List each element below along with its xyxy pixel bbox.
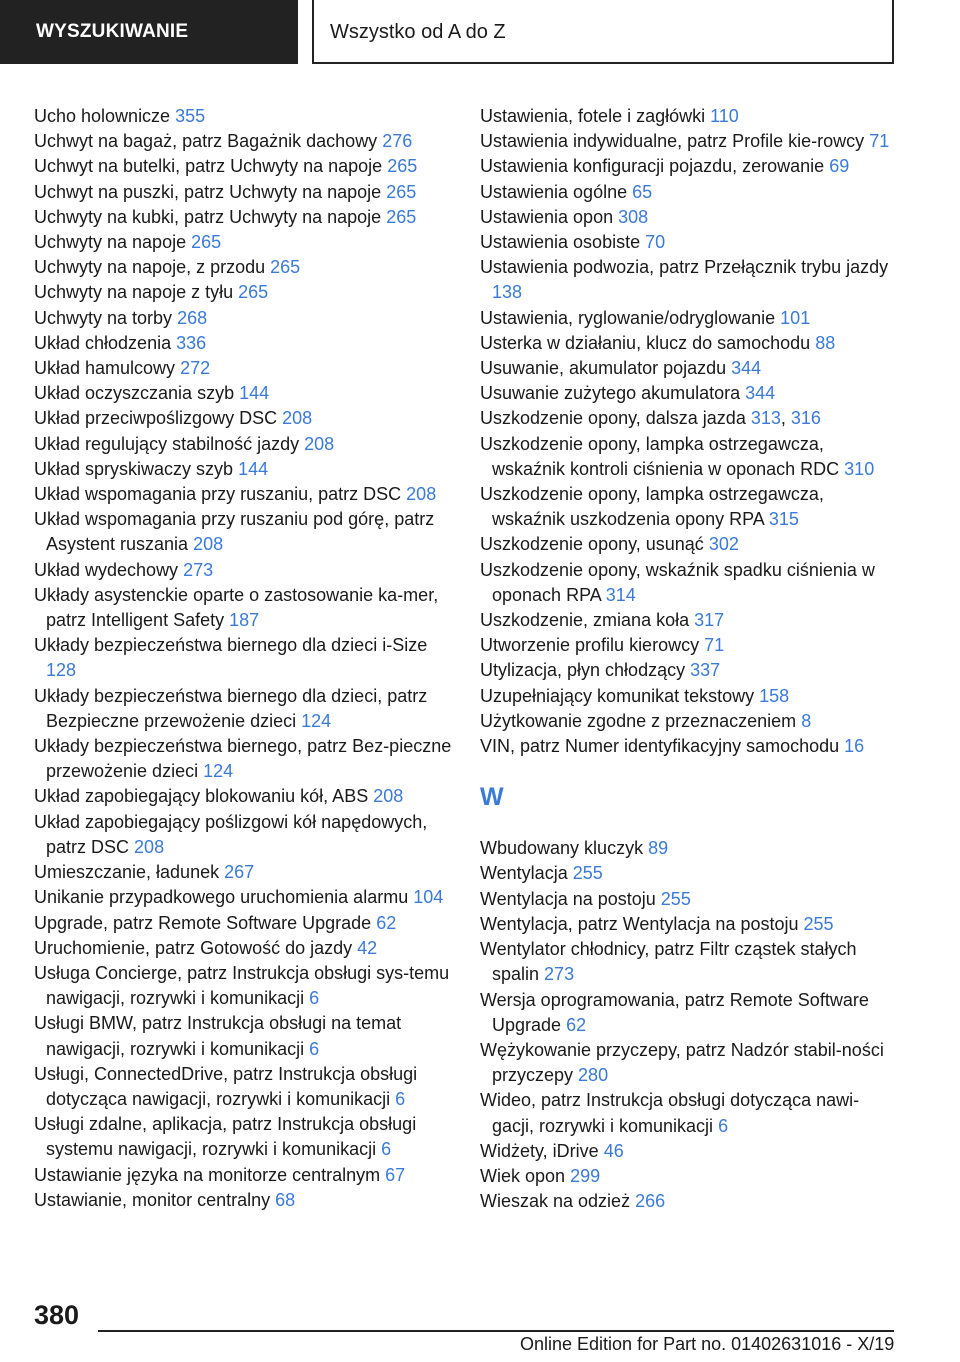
index-entry-text: Układ zapobiegający blokowaniu kół, ABS	[34, 786, 369, 807]
index-entry	[480, 861, 900, 886]
index-entry	[480, 482, 900, 532]
page-reference-link[interactable]: 62	[566, 1014, 587, 1035]
index-entry-text: Usuwanie zużytego akumulatora	[480, 383, 741, 404]
page-reference-link[interactable]: 69	[829, 156, 850, 177]
index-entry	[34, 432, 452, 457]
index-entry	[480, 230, 900, 255]
page-reference-link[interactable]: 273	[544, 964, 575, 985]
index-entry-text: Ustawianie, monitor centralny	[34, 1189, 271, 1210]
index-entry-text: Układ wydechowy	[34, 559, 179, 580]
index-entry	[480, 154, 900, 179]
section-letter-heading: W	[480, 783, 504, 812]
index-entry-text: Usługi zdalne, aplikacja, patrz Instrukcja obsługi systemu nawigacji, rozrywki i komunikacji	[34, 1114, 417, 1160]
page-reference-link[interactable]: 255	[572, 863, 603, 884]
index-entry-text: Usterka w działaniu, klucz do samochodu	[480, 332, 811, 353]
page-reference-link[interactable]: 280	[578, 1065, 609, 1086]
page-reference-link[interactable]: 144	[239, 383, 270, 404]
index-entry	[480, 532, 900, 557]
index-entry	[480, 887, 900, 912]
index-entry	[34, 406, 452, 431]
index-entry-text: Widżety, iDrive	[480, 1140, 599, 1161]
index-entry-text: Wersja oprogramowania, patrz Remote Software Upgrade	[480, 989, 869, 1035]
index-entry	[34, 734, 452, 784]
index-entry	[34, 356, 452, 381]
page-reference-link[interactable]: 268	[177, 307, 208, 328]
index-entry	[34, 558, 452, 583]
page-reference-link[interactable]: 337	[690, 660, 721, 681]
index-entry-text: Układy bezpieczeństwa biernego dla dzieci i-Size	[34, 635, 428, 656]
index-entry	[480, 255, 900, 305]
index-entry	[34, 1062, 452, 1112]
index-entry	[34, 885, 452, 910]
page-reference-link[interactable]: 310	[844, 458, 875, 479]
index-entry	[34, 205, 452, 230]
page-reference-link[interactable]: 6	[381, 1139, 392, 1160]
page-reference-link[interactable]: 315	[768, 509, 799, 530]
page-reference-link[interactable]: 276	[382, 131, 413, 152]
index-entry-text: Usługi, ConnectedDrive, patrz Instrukcja obsługi dotycząca nawigacji, rozrywki i komunikacji	[34, 1063, 418, 1109]
index-entry	[480, 988, 900, 1038]
index-entry	[34, 129, 452, 154]
index-entry	[480, 633, 900, 658]
index-entry-text: Ustawienia indywidualne, patrz Profile kie-rowcy	[480, 131, 865, 152]
page-reference-link[interactable]: 187	[229, 610, 260, 631]
page-title: Wszystko od A do Z	[312, 0, 894, 64]
index-entry-text: Wiek opon	[480, 1165, 566, 1186]
index-entry	[480, 912, 900, 937]
page-reference-link[interactable]: 208	[373, 786, 404, 807]
page-reference-link[interactable]: 6	[395, 1088, 406, 1109]
page-reference-link[interactable]: 266	[635, 1191, 666, 1212]
index-entry	[34, 911, 452, 936]
index-entry-text: Uchwyty na kubki, patrz Uchwyty na napoje	[34, 206, 382, 227]
page-reference-link[interactable]: 88	[815, 332, 836, 353]
page-reference-link[interactable]: 144	[238, 458, 269, 479]
index-entry-text: VIN, patrz Numer identyfikacyjny samochodu	[480, 736, 840, 757]
index-entry-text: Uszkodzenie opony, lampka ostrzegawcza, wskaźnik kontroli ciśnienia w oponach RDC	[480, 433, 840, 479]
page-reference-link[interactable]: 16	[844, 736, 865, 757]
index-entry	[34, 331, 452, 356]
index-entry-text: Układy bezpieczeństwa biernego dla dzieci, patrz Bezpieczne przewożenie dzieci	[34, 685, 428, 731]
index-entry-text: Ustawienia, ryglowanie/odryglowanie	[480, 307, 776, 328]
index-entry	[34, 810, 452, 860]
page-reference-link[interactable]: 344	[731, 358, 762, 379]
index-entry	[34, 280, 452, 305]
page-reference-link[interactable]: 302	[708, 534, 739, 555]
index-entry-text: Ustawienia opon	[480, 206, 614, 227]
index-entry-text: Ustawienia podwozia, patrz Przełącznik trybu jazdy	[480, 257, 889, 278]
index-entry	[480, 205, 900, 230]
page-reference-link[interactable]: 208	[134, 836, 165, 857]
index-entry	[34, 381, 452, 406]
index-column-left	[34, 104, 452, 1213]
index-entry-text: Uchwyty na torby	[34, 307, 173, 328]
page-reference-link[interactable]: 124	[301, 710, 332, 731]
index-entry	[480, 381, 900, 406]
index-entry-text: Uchwyty na napoje z tyłu	[34, 282, 234, 303]
index-entry	[480, 432, 900, 482]
page-reference-link[interactable]: 104	[413, 887, 444, 908]
index-entry-text: Umieszczanie, ładunek	[34, 862, 220, 883]
page-reference-link[interactable]: 124	[203, 761, 234, 782]
page-reference-link[interactable]: 273	[183, 559, 214, 580]
index-entry-text: Uszkodzenie opony, dalsza jazda	[480, 408, 746, 429]
index-entry	[34, 784, 452, 809]
index-entry	[34, 583, 452, 633]
page-reference-link[interactable]: 265	[238, 282, 269, 303]
index-entry-text: Układ zapobiegający poślizgowi kół napędowych, patrz DSC	[34, 811, 428, 857]
index-entry-text: Ucho holownicze	[34, 106, 171, 126]
index-entry	[480, 306, 900, 331]
page-reference-link[interactable]: 46	[603, 1140, 624, 1161]
page-number: 380	[34, 1300, 80, 1330]
index-entry	[480, 1164, 900, 1189]
page-reference-link[interactable]: 138	[492, 282, 523, 303]
index-entry-text: Układ wspomagania przy ruszaniu pod górę, patrz Asystent ruszania	[34, 509, 435, 555]
page-reference-link[interactable]: 255	[803, 913, 834, 934]
page-reference-link[interactable]: 71	[704, 635, 725, 656]
index-entry-text: Wentylacja, patrz Wentylacja na postoju	[480, 913, 799, 934]
page-reference-link[interactable]: 208	[282, 408, 313, 429]
index-entry-text: Układ chłodzenia	[34, 332, 172, 353]
index-entry-text: Układ spryskiwaczy szyb	[34, 458, 234, 479]
index-entry	[34, 1188, 452, 1213]
index-entry-text: Uruchomienie, patrz Gotowość do jazdy	[34, 937, 353, 958]
index-entry-text: Wentylacja	[480, 863, 568, 884]
index-entry-text: Wentylacja na postoju	[480, 888, 656, 909]
index-entry-text: Układ przeciwpoślizgowy DSC	[34, 408, 278, 429]
index-entry	[480, 558, 900, 608]
page-reference-link[interactable]: 67	[385, 1164, 406, 1185]
index-entry	[34, 860, 452, 885]
page-reference-link[interactable]: 267	[224, 862, 255, 883]
index-entry-text: Uszkodzenie opony, usunąć	[480, 534, 704, 555]
page-reference-link[interactable]: 355	[175, 106, 206, 126]
index-entry-text: Układ regulujący stabilność jazdy	[34, 433, 300, 454]
page-reference-link[interactable]: 265	[270, 257, 301, 278]
index-entry	[480, 129, 900, 154]
index-entry-text: Układy asystenckie oparte o zastosowanie ka-mer, patrz Intelligent Safety	[34, 584, 439, 631]
index-entry-text: Układ hamulcowy	[34, 358, 176, 379]
index-entry	[480, 1139, 900, 1164]
index-entry-text: Wbudowany kluczyk	[480, 838, 644, 859]
index-entry	[480, 937, 900, 987]
index-entry-text: Uszkodzenie, zmiana koła	[480, 610, 690, 631]
index-entry-text: Ustawienia konfiguracji pojazdu, zerowanie	[480, 156, 825, 177]
index-entry	[34, 961, 452, 1011]
index-entry-text: Wentylator chłodnicy, patrz Filtr cząstek stałych spalin	[480, 939, 857, 985]
page-reference-link[interactable]: 316	[790, 408, 821, 429]
index-entry-text: Wideo, patrz Instrukcja obsługi dotycząca nawi-gacji, rozrywki i komunikacji	[480, 1090, 860, 1136]
page-reference-link[interactable]: 71	[869, 131, 890, 152]
index-entry-text: Utylizacja, płyn chłodzący	[480, 660, 686, 681]
page-reference-link[interactable]: 68	[275, 1189, 296, 1210]
index-entry	[480, 356, 900, 381]
index-entry	[34, 1112, 452, 1162]
page-reference-link[interactable]: 6	[309, 988, 320, 1009]
index-column-right	[480, 104, 900, 1214]
index-entry	[34, 684, 452, 734]
page-reference-link[interactable]: 344	[745, 383, 776, 404]
index-entry-text: Uchwyty na napoje, z przodu	[34, 257, 266, 278]
index-entry	[34, 507, 452, 557]
page-reference-link[interactable]: 265	[386, 206, 417, 227]
index-entry	[480, 658, 900, 683]
index-entry	[34, 306, 452, 331]
index-entry	[34, 936, 452, 961]
index-entry-text: Uchwyty na napoje	[34, 232, 187, 253]
page-reference-link[interactable]: 101	[780, 307, 811, 328]
index-entry	[480, 734, 900, 759]
index-entry	[480, 836, 900, 861]
page-reference-link[interactable]: 42	[357, 937, 378, 958]
index-entry	[34, 255, 452, 280]
page-reference-link[interactable]: 255	[660, 888, 691, 909]
page-reference-link[interactable]: 6	[309, 1038, 320, 1059]
index-entry	[34, 1163, 452, 1188]
index-entry	[480, 180, 900, 205]
page-reference-link[interactable]: 128	[46, 660, 77, 681]
index-entry	[480, 1088, 900, 1138]
index-entry-text: Unikanie przypadkowego uruchomienia alarmu	[34, 887, 409, 908]
index-entry: Uszkodzenie opony, dalsza jazda 313, 316	[480, 408, 821, 429]
index-entry-text: Układy bezpieczeństwa biernego, patrz Bez-pieczne przewożenie dzieci	[34, 736, 452, 782]
index-entry	[34, 154, 452, 179]
page-reference-link[interactable]: 110	[710, 106, 739, 126]
index-entry-text: Usuwanie, akumulator pojazdu	[480, 358, 727, 379]
page-reference-link[interactable]: 265	[191, 232, 222, 253]
index-entry	[34, 1011, 452, 1061]
index-entry-text: Układ oczyszczania szyb	[34, 383, 235, 404]
index-entry-text: Ustawienia osobiste	[480, 232, 641, 253]
index-entry	[34, 104, 452, 129]
page-reference-link[interactable]: 208	[193, 534, 224, 555]
index-entry	[480, 608, 900, 633]
page-reference-link[interactable]: 314	[605, 584, 636, 605]
page-reference-link[interactable]: 265	[387, 156, 418, 177]
footer-edition-text: Online Edition for Part no. 01402631016 - X/19	[520, 1334, 895, 1354]
page-reference-link[interactable]: 317	[694, 610, 725, 631]
page-reference-link[interactable]: 208	[406, 484, 437, 505]
page-reference-link[interactable]: 89	[648, 838, 669, 859]
index-entry-text: Wieszak na odzież	[480, 1191, 631, 1212]
index-entry-text: Ustawienia ogólne	[480, 181, 628, 202]
footer-divider	[98, 1330, 894, 1332]
index-entry	[480, 1189, 900, 1214]
page-reference-link[interactable]: 272	[180, 358, 211, 379]
index-entry-text: Usługi BMW, patrz Instrukcja obsługi na temat nawigacji, rozrywki i komunikacji	[34, 1013, 402, 1059]
page-reference-link[interactable]: 313	[750, 408, 781, 429]
page-reference-link[interactable]: 265	[386, 181, 417, 202]
page-reference-link[interactable]: 336	[176, 332, 207, 353]
page-reference-link[interactable]: 158	[759, 685, 790, 706]
index-entry-text: Układ wspomagania przy ruszaniu, patrz DSC	[34, 484, 402, 505]
index-entry-text: Usługa Concierge, patrz Instrukcja obsługi sys-temu nawigacji, rozrywki i komunikacji	[34, 962, 450, 1009]
page-reference-link[interactable]: 308	[618, 206, 649, 227]
page-reference-link[interactable]: 208	[304, 433, 335, 454]
index-entry-text: Uszkodzenie opony, wskaźnik spadku ciśnienia w oponach RPA	[480, 559, 875, 605]
index-entry	[480, 709, 900, 734]
index-entry-text: Utworzenie profilu kierowcy	[480, 635, 700, 656]
index-entry-text: Ustawienia, fotele i zagłówki	[480, 106, 706, 126]
index-entry	[34, 180, 452, 205]
index-entry	[34, 457, 452, 482]
index-group-u	[480, 104, 900, 759]
index-entry	[480, 684, 900, 709]
index-entry	[480, 104, 900, 129]
index-entry-text: Uszkodzenie opony, lampka ostrzegawcza, wskaźnik uszkodzenia opony RPA	[480, 484, 824, 530]
index-entry	[34, 633, 452, 683]
page-reference-link[interactable]: 8	[801, 710, 812, 731]
index-entry-text: Wężykowanie przyczepy, patrz Nadzór stabil-ności przyczepy	[480, 1039, 884, 1086]
index-entry	[480, 1038, 900, 1088]
index-entry	[34, 482, 452, 507]
index-entry-text: Uchwyt na butelki, patrz Uchwyty na napoje	[34, 156, 383, 177]
index-entry-text: Uchwyt na puszki, patrz Uchwyty na napoje	[34, 181, 382, 202]
page-reference-link[interactable]: 70	[645, 232, 666, 253]
index-entry-text: Upgrade, patrz Remote Software Upgrade	[34, 912, 372, 933]
index-entry	[34, 230, 452, 255]
page-reference-link[interactable]: 299	[570, 1165, 601, 1186]
index-entry-text: Ustawianie języka na monitorze centralnym	[34, 1164, 381, 1185]
page-reference-link[interactable]: 6	[718, 1115, 729, 1136]
index-entry-text: Użytkowanie zgodne z przeznaczeniem	[480, 710, 797, 731]
index-entry-text: Uzupełniający komunikat tekstowy	[480, 685, 755, 706]
index-entry-text: Uchwyt na bagaż, patrz Bagażnik dachowy	[34, 131, 378, 152]
page-reference-link[interactable]: 65	[632, 181, 653, 202]
index-entry	[480, 331, 900, 356]
index-group-w	[480, 836, 900, 1214]
section-tab: WYSZUKIWANIE	[0, 0, 298, 64]
page-reference-link[interactable]: 62	[376, 912, 397, 933]
